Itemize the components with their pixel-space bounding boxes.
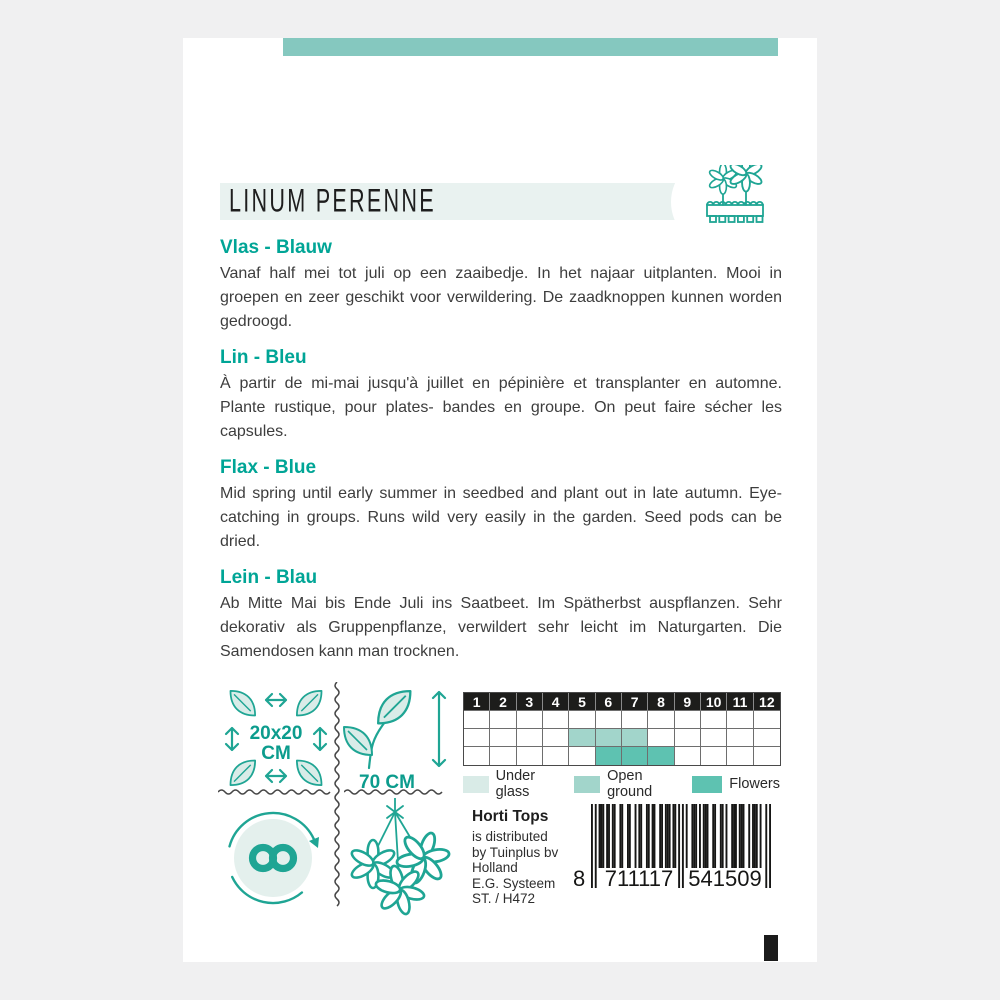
- section-body-dutch: Vanaf half mei tot juli op een zaaibedje. In het najaar uitplanten. Mooi in groepen en zeer geschikt voor verwildering. De zaadknoppen kunnen worden gedroogd.: [220, 265, 782, 330]
- calendar-cell-flowers-m10: [701, 747, 727, 765]
- calendar-month-cell: 7: [622, 693, 648, 711]
- vertical-wavy-divider: [332, 682, 342, 914]
- calendar-cell-flowers-m4: [543, 747, 569, 765]
- section-heading-german: Lein - Blau: [220, 567, 318, 588]
- calendar-cell-open-ground-m4: [543, 729, 569, 747]
- calendar-month-cell: 6: [596, 693, 622, 711]
- calendar-cell-flowers-m7: [622, 747, 648, 765]
- dried-flower-bunch-icon: [343, 798, 451, 918]
- section-body-german: Ab Mitte Mai bis Ende Juli ins Saatbeet. Im Spätherbst auspflanzen. Sehr dekorativ als Gruppenpflanze, verwildert sehr leicht im Naturgarten. Die Samendosen kann man trocknen.: [220, 595, 782, 660]
- calendar-cell-open-ground-m5: [569, 729, 595, 747]
- section-french: [220, 347, 782, 444]
- product-title: LINUM PERENNE: [229, 183, 436, 220]
- legend-label: Under glass: [495, 768, 536, 800]
- section-heading-french: Lin - Bleu: [220, 347, 307, 368]
- calendar-cell-open-ground-m3: [517, 729, 543, 747]
- calendar-cell-under-glass-m12: [754, 711, 780, 729]
- calendar-cell-flowers-m3: [517, 747, 543, 765]
- sowing-calendar-grid: [463, 692, 781, 766]
- calendar-cell-flowers-m9: [675, 747, 701, 765]
- distributor-info: [472, 808, 582, 907]
- calendar-month-cell: 8: [648, 693, 674, 711]
- plant-with-arrow-icon: [343, 688, 455, 770]
- legend-item-under-glass: [463, 768, 561, 800]
- calendar-cell-flowers-m8: [648, 747, 674, 765]
- calendar-cell-flowers-m6: [596, 747, 622, 765]
- calendar-cell-under-glass-m8: [648, 711, 674, 729]
- legend-label: Open ground: [607, 768, 653, 800]
- description-sections: [220, 237, 782, 677]
- calendar-month-cell: 12: [754, 693, 780, 711]
- perennial-cycle-icon: [225, 808, 321, 906]
- print-registration-mark: [764, 935, 778, 961]
- calendar-cell-flowers-m5: [569, 747, 595, 765]
- calendar-cell-under-glass-m1: [464, 711, 490, 729]
- calendar-cell-under-glass-m11: [727, 711, 753, 729]
- legend-label: Flowers: [729, 776, 780, 792]
- legend-item-open-ground: [574, 768, 679, 800]
- ean-barcode: [573, 804, 781, 898]
- title-banner: [220, 183, 701, 220]
- calendar-cell-open-ground-m7: [622, 729, 648, 747]
- section-body-english: Mid spring until early summer in seedbed and plant out in late autumn. Eye-catching in groups. Runs wild very easily in the garden. Seed pods can be dried.: [220, 485, 782, 550]
- calendar-cell-under-glass-m9: [675, 711, 701, 729]
- barcode-digit-group: 541509: [688, 866, 762, 891]
- calendar-cell-open-ground-m12: [754, 729, 780, 747]
- legend-swatch: [692, 776, 722, 793]
- calendar-legend: [463, 768, 793, 800]
- calendar-cell-open-ground-m9: [675, 729, 701, 747]
- calendar-cell-under-glass-m3: [517, 711, 543, 729]
- calendar-cell-open-ground-m6: [596, 729, 622, 747]
- calendar-cell-under-glass-m10: [701, 711, 727, 729]
- calendar-cell-under-glass-m7: [622, 711, 648, 729]
- section-dutch: [220, 237, 782, 334]
- barcode-digit-group: 711117: [604, 866, 674, 891]
- horizontal-wavy-divider-left: [218, 787, 332, 797]
- legend-item-flowers: [692, 776, 780, 793]
- calendar-month-cell: 10: [701, 693, 727, 711]
- calendar-cell-under-glass-m2: [490, 711, 516, 729]
- distributor-line: is distributed: [472, 829, 548, 844]
- section-heading-english: Flax - Blue: [220, 457, 317, 478]
- spacing-value-line1: 20x20: [249, 723, 303, 744]
- spacing-value-line2: CM: [261, 743, 291, 764]
- spacing-value: [242, 724, 310, 764]
- section-heading-dutch: Vlas - Blauw: [220, 237, 332, 258]
- calendar-cell-flowers-m2: [490, 747, 516, 765]
- calendar-cell-open-ground-m10: [701, 729, 727, 747]
- section-body-french: À partir de mi-mai jusqu'à juillet en pépinière et transplanter en automne. Plante rustique, pour plates- bandes en groupe. On peut faire sécher les capsules.: [220, 375, 782, 440]
- calendar-cell-open-ground-m2: [490, 729, 516, 747]
- top-accent-bar: [283, 38, 778, 56]
- legend-swatch: [463, 776, 489, 793]
- distributor-name: Horti Tops: [472, 808, 549, 825]
- infinity-cycle-icon: [225, 808, 321, 906]
- calendar-cell-flowers-m12: [754, 747, 780, 765]
- calendar-cell-under-glass-m4: [543, 711, 569, 729]
- calendar-month-cell: 4: [543, 693, 569, 711]
- legend-swatch: [574, 776, 600, 793]
- height-value: 70 CM: [359, 772, 415, 793]
- calendar-cell-under-glass-m5: [569, 711, 595, 729]
- section-german: [220, 567, 782, 664]
- barcode-digit-group: 8: [573, 866, 586, 891]
- calendar-month-cell: 2: [490, 693, 516, 711]
- calendar-cell-flowers-m11: [727, 747, 753, 765]
- distributor-line: ST. / H472: [472, 891, 536, 906]
- flower-bunch-icon: [343, 798, 451, 918]
- calendar-cell-under-glass-m6: [596, 711, 622, 729]
- calendar-cell-open-ground-m11: [727, 729, 753, 747]
- seed-packet-back: [183, 38, 817, 962]
- calendar-month-cell: 11: [727, 693, 753, 711]
- distributor-line: by Tuinplus bv: [472, 844, 559, 860]
- calendar-cell-open-ground-m1: [464, 729, 490, 747]
- calendar-cell-flowers-m1: [464, 747, 490, 765]
- calendar-month-cell: 9: [675, 693, 701, 711]
- plant-spacing-icon: [220, 688, 332, 788]
- section-english: [220, 457, 782, 554]
- plant-height-icon: [343, 688, 455, 794]
- distributor-line: Holland: [472, 860, 518, 875]
- calendar-month-cell: 5: [569, 693, 595, 711]
- calendar-month-cell: 1: [464, 693, 490, 711]
- distributor-line: E.G. Systeem: [472, 875, 556, 891]
- calendar-cell-open-ground-m8: [648, 729, 674, 747]
- flowers-in-planter-icon: [703, 165, 767, 223]
- calendar-month-cell: 3: [517, 693, 543, 711]
